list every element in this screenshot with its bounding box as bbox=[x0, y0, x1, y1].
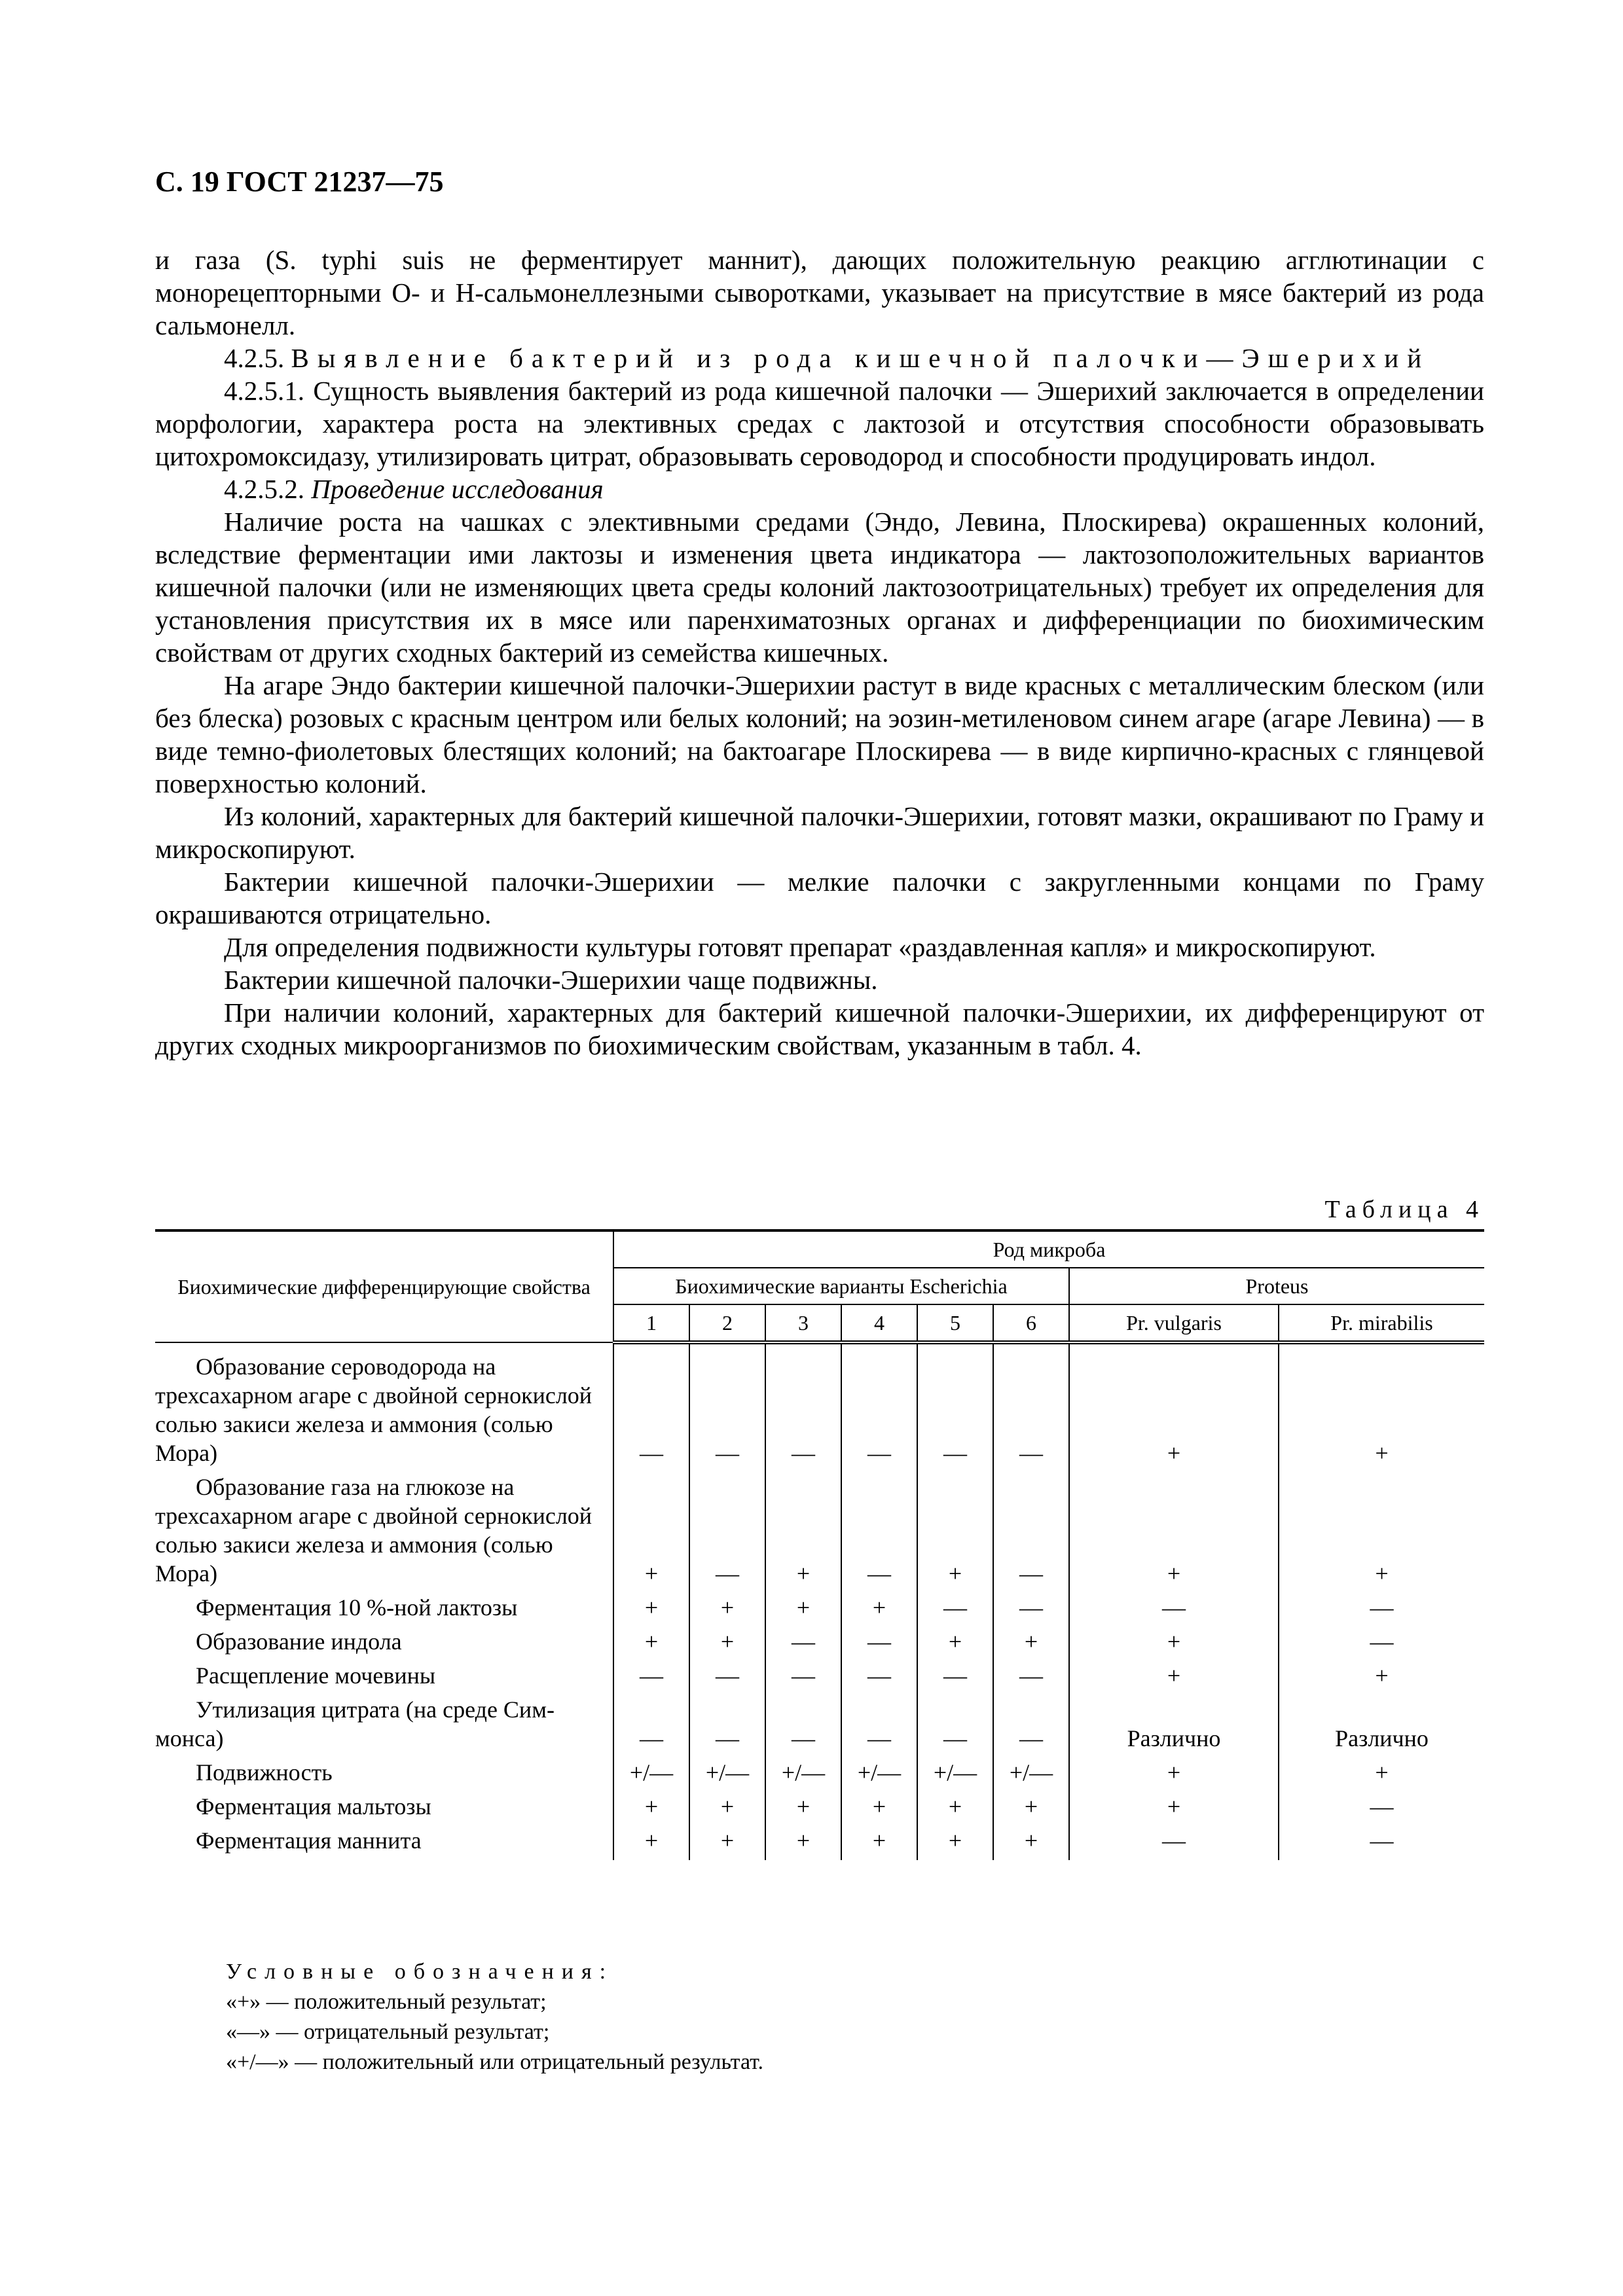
section-heading-4-2-5-2 bbox=[155, 473, 1484, 505]
value-cell: +/— bbox=[689, 1758, 765, 1792]
value-cell: + bbox=[765, 1473, 841, 1593]
value-cell: — bbox=[841, 1473, 917, 1593]
note-item: «—» — отрицательный результат; bbox=[226, 2020, 550, 2044]
property-cell bbox=[155, 1695, 613, 1758]
value-cell: + bbox=[765, 1792, 841, 1826]
value-cell: + bbox=[689, 1593, 765, 1627]
property-cell bbox=[155, 1792, 613, 1826]
value-cell: — bbox=[917, 1661, 993, 1695]
paragraph: 4.2.5.1. Сущность выявления бактерий из рода кишечной палочки — Эшерихий заключается в определении морфологии, характера роста на элективных средах с лактозой и отсутствия способности образовывать цитохромоксидазу, утилизировать цитрат, образовывать сероводород и способности продуцировать индол. bbox=[155, 376, 1484, 471]
value-cell: — bbox=[841, 1342, 917, 1473]
value-cell: — bbox=[993, 1473, 1069, 1593]
property-label: Образование индола bbox=[196, 1628, 402, 1655]
section-title: Выявление бактерий из рода кишечной палочки—Эшерихий bbox=[291, 343, 1431, 373]
value-cell: + bbox=[613, 1473, 689, 1593]
value-cell: — bbox=[1279, 1792, 1484, 1826]
value-cell: +/— bbox=[917, 1758, 993, 1792]
table-container bbox=[155, 1229, 1484, 1860]
property-label: Ферментация 10 %-ной лактозы bbox=[196, 1594, 518, 1621]
paragraph: Наличие роста на чашках с элективными средами (Эндо, Левина, Плоскирева) окрашенных колоний, вследствие ферментации ими лактозы и изменения цвета индикатора — лактозоположительных вариантов кишечной палочки (или не изменяющих цвета среды колоний лактозоотрицательных) требует их определения для установления присутствия их в мясе или паренхиматозных органах и дифференциации по биохимическим свойствам от других сходных бактерий из семейства кишечных. bbox=[155, 507, 1484, 668]
value-cell: + bbox=[689, 1627, 765, 1661]
value-cell: — bbox=[765, 1627, 841, 1661]
paragraph: Из колоний, характерных для бактерий кишечной палочки-Эшерихии, готовят мазки, окрашивают по Граму и микроскопируют. bbox=[155, 801, 1484, 864]
value-cell: Различно bbox=[1069, 1695, 1279, 1758]
table-body bbox=[155, 1342, 1484, 1860]
value-cell: + bbox=[1279, 1758, 1484, 1792]
property-label: Образование газа на глюкозе на bbox=[196, 1474, 515, 1500]
value-cell: — bbox=[917, 1593, 993, 1627]
property-cell bbox=[155, 1661, 613, 1695]
value-cell: — bbox=[765, 1661, 841, 1695]
value-cell: + bbox=[1279, 1342, 1484, 1473]
table-row bbox=[155, 1695, 1484, 1758]
paragraph: Для определения подвижности культуры готовят препарат «раздавленная капля» и микроскопируют. bbox=[224, 932, 1376, 962]
value-cell: + bbox=[765, 1593, 841, 1627]
value-cell: + bbox=[613, 1826, 689, 1860]
table-row bbox=[155, 1473, 1484, 1593]
table-row bbox=[155, 1593, 1484, 1627]
value-cell: — bbox=[1069, 1826, 1279, 1860]
property-label: Ферментация маннита bbox=[196, 1827, 422, 1854]
property-label-continued: монса) bbox=[155, 1725, 224, 1751]
column-header: 3 bbox=[765, 1304, 841, 1342]
column-header: 2 bbox=[689, 1304, 765, 1342]
table-row bbox=[155, 1792, 1484, 1826]
column-header: Pr. vulgaris bbox=[1069, 1304, 1279, 1342]
table-row bbox=[155, 1758, 1484, 1792]
value-cell: — bbox=[765, 1695, 841, 1758]
column-header: 1 bbox=[613, 1304, 689, 1342]
value-cell: — bbox=[841, 1627, 917, 1661]
value-cell: — bbox=[613, 1695, 689, 1758]
column-header: 5 bbox=[917, 1304, 993, 1342]
value-cell: + bbox=[841, 1593, 917, 1627]
value-cell: — bbox=[613, 1342, 689, 1473]
note-item: «+/—» — положительный или отрицательный результат. bbox=[226, 2050, 763, 2074]
value-cell: — bbox=[765, 1342, 841, 1473]
value-cell: + bbox=[1069, 1792, 1279, 1826]
paragraph: Бактерии кишечной палочки-Эшерихии чаще подвижны. bbox=[224, 965, 878, 995]
value-cell: + bbox=[1069, 1342, 1279, 1473]
section-heading-4-2-5 bbox=[155, 342, 1484, 374]
value-cell: + bbox=[613, 1593, 689, 1627]
value-cell: + bbox=[841, 1826, 917, 1860]
column-header: 4 bbox=[841, 1304, 917, 1342]
value-cell: — bbox=[993, 1661, 1069, 1695]
value-cell: — bbox=[917, 1342, 993, 1473]
column-header: Pr. mirabilis bbox=[1279, 1304, 1484, 1342]
value-cell: — bbox=[1279, 1593, 1484, 1627]
value-cell: +/— bbox=[765, 1758, 841, 1792]
header-property: Биохимические дифференцирующие свойства bbox=[155, 1230, 613, 1342]
property-label: Утилизация цитрата (на среде Сим- bbox=[196, 1696, 555, 1723]
value-cell: Различно bbox=[1279, 1695, 1484, 1758]
value-cell: — bbox=[1069, 1593, 1279, 1627]
property-cell bbox=[155, 1826, 613, 1860]
body-text bbox=[155, 243, 1484, 1062]
property-cell bbox=[155, 1758, 613, 1792]
value-cell: — bbox=[689, 1342, 765, 1473]
header-genus: Род микроба bbox=[613, 1230, 1484, 1268]
value-cell: — bbox=[689, 1695, 765, 1758]
value-cell: + bbox=[765, 1826, 841, 1860]
paragraph: При наличии колоний, характерных для бактерий кишечной палочки-Эшерихии, их дифференцируют от других сходных микроорганизмов по биохимическим свойствам, указанным в табл. 4. bbox=[155, 997, 1484, 1060]
value-cell: + bbox=[1069, 1473, 1279, 1593]
property-label: Ферментация мальтозы bbox=[196, 1793, 431, 1820]
value-cell: + bbox=[689, 1792, 765, 1826]
property-label: Расщепление мочевины bbox=[196, 1662, 436, 1689]
value-cell: + bbox=[1069, 1758, 1279, 1792]
property-cell bbox=[155, 1342, 613, 1473]
page-header: С. 19 ГОСТ 21237—75 bbox=[155, 166, 444, 198]
value-cell: + bbox=[993, 1627, 1069, 1661]
property-cell bbox=[155, 1473, 613, 1593]
value-cell: + bbox=[613, 1792, 689, 1826]
value-cell: — bbox=[1279, 1627, 1484, 1661]
property-cell bbox=[155, 1627, 613, 1661]
property-label-continued: трехсахарном агаре с двойной сернокислой солью закиси железа и аммония (солью Мора) bbox=[155, 1503, 593, 1587]
paragraph: На агаре Эндо бактерии кишечной палочки-Эшерихии растут в виде красных с металлическим блеском (или без блеска) розовых с красным центром или белых колоний; на эозин-метиленовом синем агаре (агаре Левина) — в виде темно-фиолетовых блестящих колоний; на бактоагаре Плоскирева — в виде кирпично-красных с глянцевой поверхностью колоний. bbox=[155, 670, 1484, 798]
table-title: Таблица 4 bbox=[1324, 1196, 1484, 1223]
property-label: Образование сероводорода на bbox=[196, 1354, 496, 1380]
header-escherichia: Биохимические варианты Escherichia bbox=[613, 1268, 1069, 1304]
value-cell: + bbox=[1069, 1627, 1279, 1661]
property-label-continued: трехсахарном агаре с двойной сернокислой солью закиси железа и аммония (солью Мора) bbox=[155, 1382, 593, 1466]
value-cell: — bbox=[689, 1473, 765, 1593]
table-row bbox=[155, 1661, 1484, 1695]
value-cell: + bbox=[1069, 1661, 1279, 1695]
legend-notes bbox=[226, 1957, 763, 2077]
value-cell: + bbox=[917, 1627, 993, 1661]
value-cell: + bbox=[613, 1627, 689, 1661]
value-cell: — bbox=[841, 1695, 917, 1758]
value-cell: — bbox=[993, 1695, 1069, 1758]
value-cell: + bbox=[993, 1826, 1069, 1860]
value-cell: — bbox=[689, 1661, 765, 1695]
value-cell: — bbox=[917, 1695, 993, 1758]
value-cell: — bbox=[993, 1593, 1069, 1627]
table-row bbox=[155, 1627, 1484, 1661]
column-header: 6 bbox=[993, 1304, 1069, 1342]
value-cell: — bbox=[1279, 1826, 1484, 1860]
value-cell: + bbox=[917, 1792, 993, 1826]
value-cell: + bbox=[1279, 1473, 1484, 1593]
value-cell: + bbox=[993, 1792, 1069, 1826]
section-number: 4.2.5. bbox=[224, 343, 285, 373]
property-cell bbox=[155, 1593, 613, 1627]
paragraph: Бактерии кишечной палочки-Эшерихии — мелкие палочки с закругленными концами по Граму окрашиваются отрицательно. bbox=[155, 867, 1484, 929]
section-number: 4.2.5.2. bbox=[224, 474, 304, 504]
value-cell: — bbox=[613, 1661, 689, 1695]
property-label: Подвижность bbox=[196, 1759, 333, 1785]
value-cell: +/— bbox=[613, 1758, 689, 1792]
value-cell: +/— bbox=[841, 1758, 917, 1792]
notes-title: Условные обозначения: bbox=[226, 1960, 614, 1984]
value-cell: + bbox=[689, 1826, 765, 1860]
value-cell: + bbox=[841, 1792, 917, 1826]
biochemical-table bbox=[155, 1229, 1484, 1860]
value-cell: +/— bbox=[993, 1758, 1069, 1792]
paragraph: и газа (S. typhi suis не ферментирует маннит), дающих положительную реакцию агглютинации с монорецепторными О- и Н-сальмонеллезными сыворотками, указывает на присутствие в мясе бактерий из рода сальмонелл. bbox=[155, 245, 1484, 340]
value-cell: — bbox=[841, 1661, 917, 1695]
section-title: Проведение исследования bbox=[311, 474, 604, 504]
value-cell: — bbox=[993, 1342, 1069, 1473]
table-row bbox=[155, 1826, 1484, 1860]
value-cell: + bbox=[917, 1826, 993, 1860]
note-item: «+» — положительный результат; bbox=[226, 1990, 547, 2014]
header-proteus: Proteus bbox=[1069, 1268, 1484, 1304]
value-cell: + bbox=[1279, 1661, 1484, 1695]
value-cell: + bbox=[917, 1473, 993, 1593]
table-row bbox=[155, 1342, 1484, 1473]
